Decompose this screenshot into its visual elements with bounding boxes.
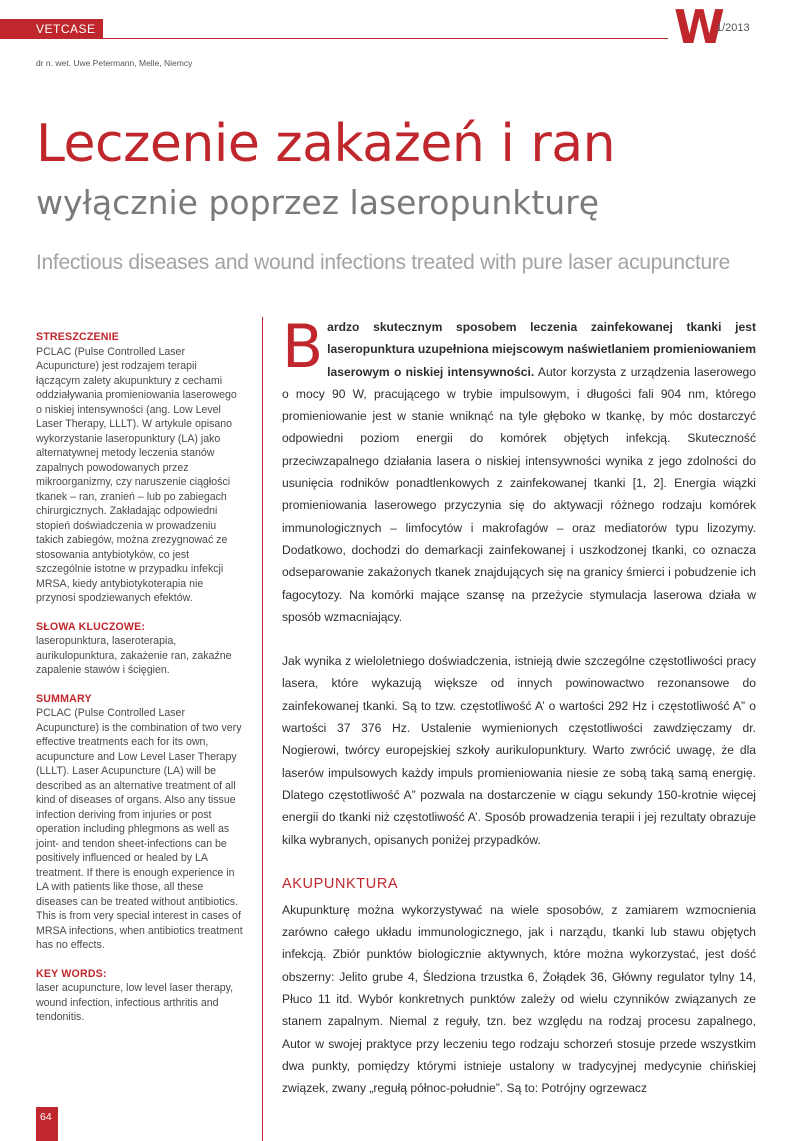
issue-number: 1/2013	[716, 22, 750, 34]
abstract-column	[36, 330, 243, 1039]
key-words-body: laser acupuncture, low level laser therapy, wound infection, infectious arthritis and tendonitis.	[36, 982, 234, 1023]
drop-cap: B	[282, 312, 324, 382]
streszczenie-section	[36, 330, 243, 606]
article-title: Leczenie zakażeń i ran	[36, 114, 616, 174]
section-heading-akupunktura: AKUPUNKTURA	[282, 875, 399, 892]
header-rule	[103, 38, 668, 39]
key-words-heading: KEY WORDS:	[36, 967, 107, 980]
streszczenie-heading: STRESZCZENIE	[36, 331, 120, 343]
column-divider	[262, 317, 263, 1141]
lead-text: ardzo skutecznym sposobem leczenia zainfekowanej tkanki jest laseropunktura uzupełniona miejscowym naświetlaniem promieniowaniem laserowym o niskiej intensywności.	[327, 320, 756, 379]
slowa-kluczowe-heading: SŁOWA KLUCZOWE:	[36, 620, 146, 633]
article-subtitle: wyłącznie poprzez laseropunkturę	[36, 183, 600, 222]
intro-text: Autor korzysta z urządzenia laserowego o mocy 90 W, pracującego w trybie impulsowym, i długości fali 904 nm, którego promieniowanie jest w stanie wniknąć na tyle głęboko w tkankę, by móc dostarczyć odpowiedni poziom energii do komórek objętych infekcją. Skuteczność przeciwzapalnego działania lasera o niskiej intensywności wynika z jego zdolności do usunięcia rodników ponadtlenkowych z zainfekowanej tkanki [1, 2]. Energia wiązki promieniowania laserowego przyczynia się do aktywacji różnego rodzaju komórek immunologicznych – limfocytów i makrofagów – oraz mediatorów typu lizozymy. Dodatkowo, dochodzi do demarkacji zainfekowanej i uszkodzonej tkanki, co oznacza odseparowanie zakażonych tkanek znajdujących się na granicy śmierci i pobudzenie ich fagocytozy. Na komórki mające szansę na przeżycie stymulacja laserowa działa w sposób wzmacniający.	[282, 364, 756, 624]
page-number: 64	[40, 1111, 52, 1123]
section-label: VETCASE	[36, 22, 96, 36]
slowa-kluczowe-body: laseropunktura, laseroterapia, aurikulopunktura, zakażenie ran, zakaźne zapalenie stawów i ścięgien.	[36, 635, 232, 676]
summary-section	[36, 692, 243, 953]
summary-body: PCLAC (Pulse Controlled Laser Acupuncture) is the combination of two very effective treatments each for its own, acupuncture and Low Level Laser Therapy (LLLT). Laser Acupuncture (LA) will be described as an alternative treatment of all kind of diseases of organs. Also any tissue infection deriving from injuries or post operation including phlegmons as well as joint- and tendon sheet-infections can be positively influenced or healed by LA treatment. If there is enough experience in LA with patients like those, all these diseases can be treated without antibiotics. This is from very special interest in cases of MRSA infections, when antibiotics treatment has no effects.	[36, 707, 243, 951]
slowa-kluczowe-section	[36, 620, 243, 678]
paragraph-intro	[282, 312, 756, 628]
streszczenie-body: PCLAC (Pulse Controlled Laser Acupuncture) jest rodzajem terapii łączącym zalety akupunktury z cechami oddziaływania promieniowania laserowego o niskiej intensywności (ang. Low Level Laser Therapy, LLLT). W artykule opisano wykorzystanie laseropunktury (LA) jako alternatywnej metody leczenia stanów zapalnych powodowanych przez mikroorganizmy, czy naruszenie ciągłości tkanek – ran, zranień – lub po zabiegach chirurgicznych. Zakładając odpowiedni stopień doświadczenia w prowadzeniu takich zabiegów, można zrezygnować ze stosowania antybiotyków, co jest szczególnie istotne w przypadku infekcji MRSA, kiedy antybiotykoterapia nie przynosi spodziewanych efektów.	[36, 345, 237, 604]
paragraph-frequencies: Jak wynika z wieloletniego doświadczenia, istnieją dwie szczególne częstotliwości pracy lasera, które wykazują większe od innych powinowactwo rezonansowe do zainfekowanej tkanki. Są to tzw. częstotliwość A’ o wartości 292 Hz i częstotliwość A” o wartości 37 376 Hz. Ustalenie wymienionych częstotliwości zawdzięczamy dr. Nogierowi, twórcy europejskiej szkoły aurikulopunktury. Warto zwrócić uwagę, że dla laserów impulsowych każdy impuls promieniowania niesie ze sobą taką samą energię. Dlatego częstotliwość A” pozwala na dostarczenie w ciągu sekundy 150-krotnie więcej energii do tkanki niż częstotliwość A’. Sposób prowadzenia terapii i jej rezultaty obrazuje kilka wybranych, opisanych poniżej przypadków.	[282, 654, 756, 847]
english-title: Infectious diseases and wound infections treated with pure laser acupuncture	[36, 251, 730, 274]
summary-heading: SUMMARY	[36, 692, 92, 705]
key-words-section	[36, 967, 243, 1025]
magazine-logo: W	[674, 0, 725, 54]
paragraph-akupunktura: Akupunkturę można wykorzystywać na wiele sposobów, z zamiarem wzmocnienia zarówno całego układu immunologicznego, jak i narządu, tkanki lub stawu objętych infekcją. Zbiór punktów biologicznie aktywnych, które można wykorzystać, jest dość obszerny: Jelito grube 4, Śledziona trzustka 6, Żołądek 36, Główny regulator tylny 14, Płuco 11 itd. Wybór konkretnych punktów zależy od wielu czynników związanych ze stanem zapalnym. Niemal z reguły, tzn. bez względu na rodzaj procesu zapalnego, Autor w swojej praktyce przy leczeniu tego rodzaju schorzeń stosuje przede wszystkim dwa punkty, pomiędzy którymi istnieje ustalony w tradycyjnej medycynie chińskiej związek, zwany „regułą północ-południe”. Są to: Potrójny ogrzewacz	[282, 902, 756, 1096]
author-line: dr n. wet. Uwe Petermann, Melle, Niemcy	[36, 58, 193, 68]
article-body	[282, 312, 756, 1122]
